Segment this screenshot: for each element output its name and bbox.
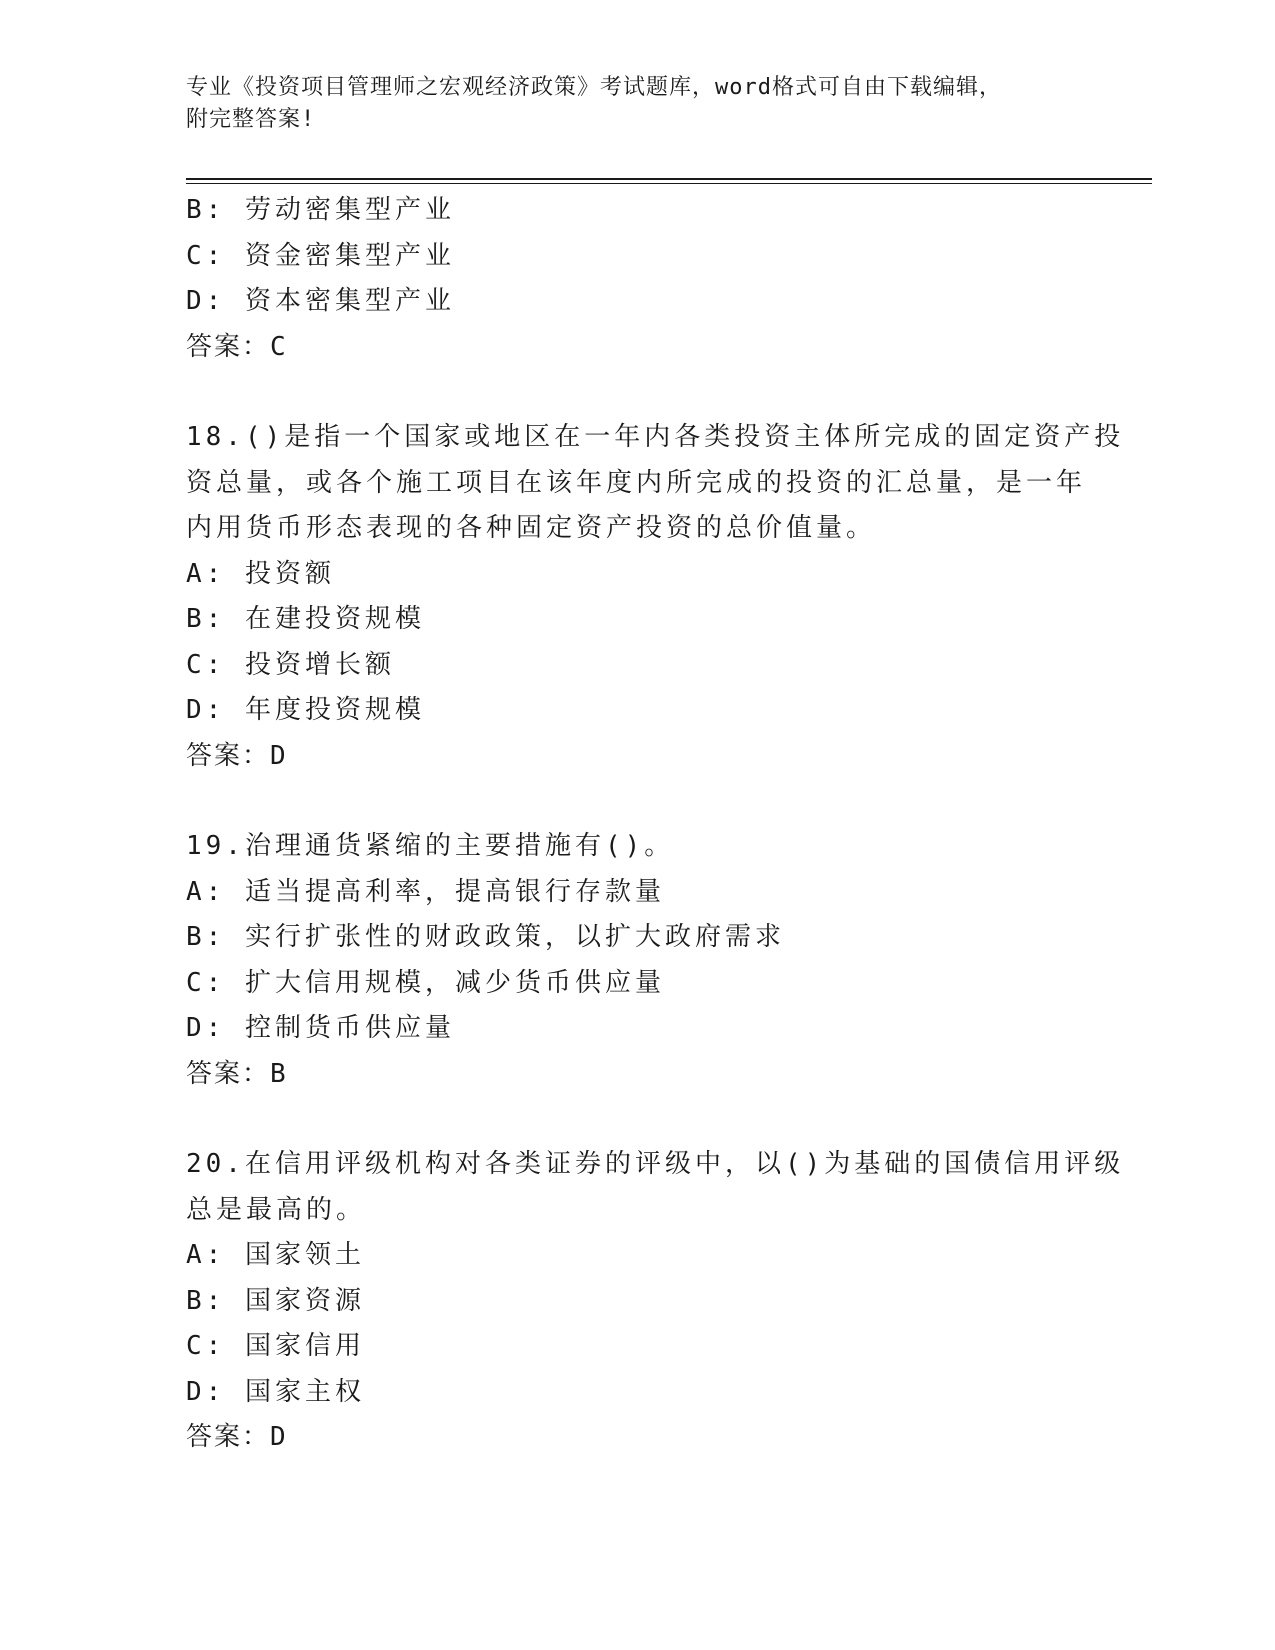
option-a: A: 国家领土: [186, 1240, 365, 1270]
question-17-continuation: [186, 188, 1086, 370]
question-19: [186, 824, 1086, 1097]
option-b: B: 实行扩张性的财政政策，以扩大政府需求: [186, 922, 785, 952]
question-stem-line: 19.治理通货紧缩的主要措施有()。: [186, 831, 675, 861]
header-divider-thin: [186, 183, 1152, 184]
header-divider-thick: [186, 178, 1152, 180]
spacer: [186, 779, 1086, 824]
option-d: D: 年度投资规模: [186, 695, 425, 725]
spacer: [186, 1097, 1086, 1142]
answer-line: 答案：B: [186, 1058, 288, 1089]
option-b: B: 在建投资规模: [186, 604, 425, 634]
spacer: [186, 370, 1086, 415]
question-20: [186, 1142, 1125, 1461]
option-c: C: 国家信用: [186, 1331, 365, 1361]
document-header: [186, 72, 1086, 136]
question-18: [186, 415, 1125, 779]
option-a: A: 适当提高利率，提高银行存款量: [186, 876, 665, 907]
question-stem-line: 20.在信用评级机构对各类证券的评级中，以()为基础的国债信用评级: [186, 1149, 1125, 1179]
header-line-2: 附完整答案!: [186, 107, 316, 132]
option-d: D: 资本密集型产业: [186, 286, 455, 316]
answer-line: 答案：D: [186, 740, 288, 771]
option-b: B: 国家资源: [186, 1285, 365, 1316]
option-b: B: 劳动密集型产业: [186, 195, 455, 225]
header-line-1: 专业《投资项目管理师之宏观经济政策》考试题库，word格式可自由下载编辑，: [186, 75, 1002, 100]
question-stem-line: 资总量，或各个施工项目在该年度内所完成的投资的汇总量，是一年: [186, 467, 1087, 498]
option-c: C: 投资增长额: [186, 649, 395, 680]
option-d: D: 控制货币供应量: [186, 1013, 455, 1043]
option-c: C: 资金密集型产业: [186, 240, 455, 271]
option-d: D: 国家主权: [186, 1376, 365, 1407]
option-c: C: 扩大信用规模，减少货币供应量: [186, 967, 665, 998]
answer-line: 答案：D: [186, 1422, 288, 1452]
question-list: [186, 188, 1125, 1461]
option-a: A: 投资额: [186, 558, 335, 589]
question-stem-line: 18.()是指一个国家或地区在一年内各类投资主体所完成的固定资产投: [186, 422, 1125, 452]
answer-line: 答案：C: [186, 331, 288, 362]
question-stem-line: 总是最高的。: [186, 1194, 367, 1225]
question-stem-line: 内用货币形态表现的各种固定资产投资的总价值量。: [186, 513, 877, 543]
